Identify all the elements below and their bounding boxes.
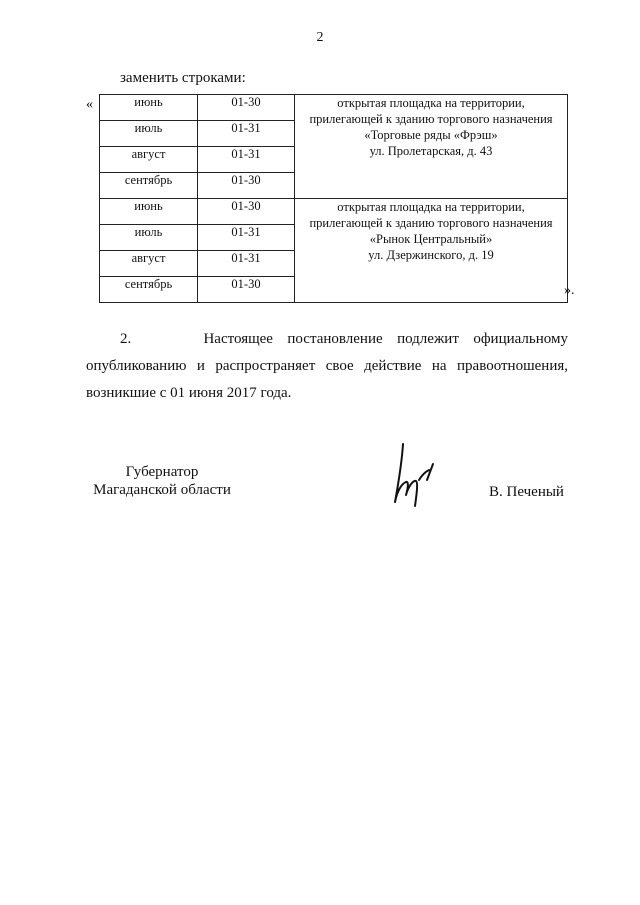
page-number: 2 xyxy=(316,30,324,45)
month-cell: июль xyxy=(100,121,198,147)
place-cell xyxy=(295,199,568,303)
position-line: Магаданской области xyxy=(93,482,231,498)
days-cell: 01-31 xyxy=(198,225,295,251)
paragraph-2: 2. Настоящее постановление подлежит официальному опубликованию и распространяет свое действие на правоотношения, возникшие с 01 июня 2017 года. xyxy=(86,331,568,401)
place-line: открытая площадка на территории, xyxy=(337,96,525,110)
place-line: ул. Дзержинского, д. 19 xyxy=(368,248,494,262)
days-cell: 01-30 xyxy=(198,95,295,121)
month-cell: июнь xyxy=(100,199,198,225)
days-cell: 01-31 xyxy=(198,251,295,277)
table-row xyxy=(100,199,568,225)
days-cell: 01-31 xyxy=(198,121,295,147)
days-cell: 01-31 xyxy=(198,147,295,173)
schedule-table xyxy=(99,94,568,303)
month-cell: сентябрь xyxy=(100,277,198,303)
handwritten-signature xyxy=(375,440,455,520)
table-row xyxy=(100,95,568,121)
days-cell: 01-30 xyxy=(198,199,295,225)
signer-position xyxy=(82,463,242,499)
place-line: прилегающей к зданию торгового назначения xyxy=(309,216,553,230)
month-cell: август xyxy=(100,147,198,173)
month-cell: сентябрь xyxy=(100,173,198,199)
place-line: открытая площадка на территории, xyxy=(337,200,525,214)
place-line: «Торговые ряды «Фрэш» xyxy=(364,128,498,142)
month-cell: август xyxy=(100,251,198,277)
place-line: ул. Пролетарская, д. 43 xyxy=(369,144,493,158)
quote-close: ». xyxy=(564,283,575,298)
place-cell xyxy=(295,95,568,199)
place-line: прилегающей к зданию торгового назначения xyxy=(309,112,553,126)
place-line: «Рынок Центральный» xyxy=(369,232,493,246)
days-cell: 01-30 xyxy=(198,277,295,303)
month-cell: июнь xyxy=(100,95,198,121)
position-line: Губернатор xyxy=(125,464,199,480)
days-cell: 01-30 xyxy=(198,173,295,199)
quote-open: « xyxy=(86,97,93,112)
month-cell: июль xyxy=(100,225,198,251)
signer-name: В. Печеный xyxy=(489,484,564,500)
intro-text: заменить строками: xyxy=(120,70,246,86)
